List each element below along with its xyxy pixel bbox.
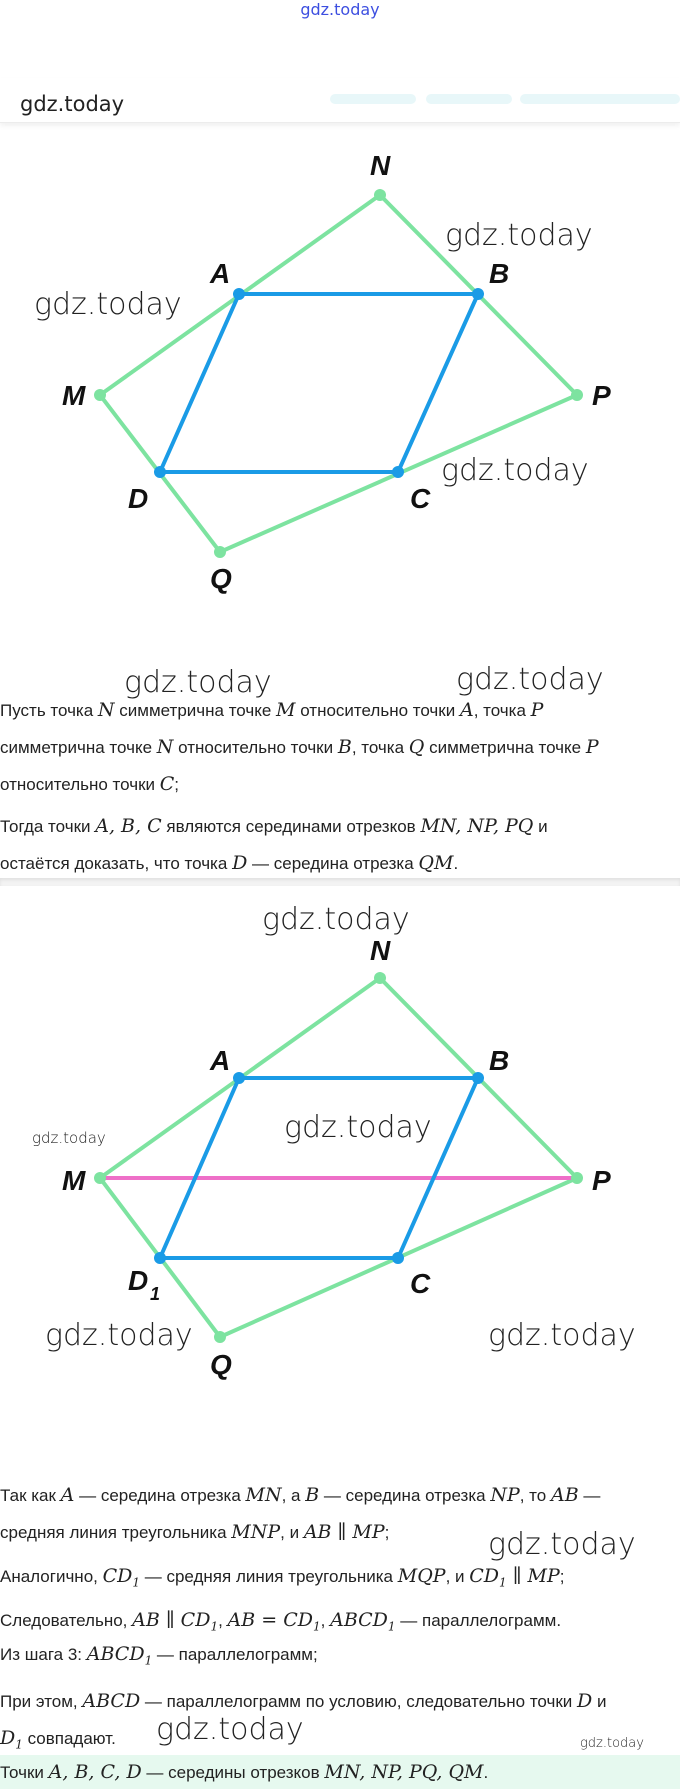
watermark: gdz.today xyxy=(45,1318,193,1353)
label-m: M xyxy=(62,1165,86,1196)
section-divider xyxy=(0,878,680,886)
point-a xyxy=(233,288,245,300)
label-q: Q xyxy=(210,1349,232,1380)
point-a xyxy=(233,1072,245,1084)
paragraph-5: Следовательно, AB ∥ $CD_1$, AB = $CD_1$, $ABCD_1$ — параллелограмм. xyxy=(0,1609,562,1634)
label-d: D xyxy=(128,1265,149,1296)
point-q xyxy=(214,546,226,558)
point-p xyxy=(571,389,583,401)
point-d1 xyxy=(154,1252,166,1264)
nav-placeholder-2[interactable] xyxy=(426,94,512,104)
parallelogram-abcd1 xyxy=(160,1078,478,1258)
figure-1-diagram xyxy=(0,130,680,610)
point-b xyxy=(472,288,484,300)
nav-placeholder-3[interactable] xyxy=(520,94,680,104)
paragraph-3: Так как A — середина отрезка MN, а B — середина отрезка NP, то AB — средняя линия треугольника MNP, и AB ∥ MP; xyxy=(0,1484,601,1543)
point-d xyxy=(154,466,166,478)
watermark: gdz.today xyxy=(32,1129,106,1147)
point-n xyxy=(374,189,386,201)
label-p: P xyxy=(592,1165,611,1196)
watermark: gdz.today xyxy=(34,287,182,322)
label-m: M xyxy=(62,380,86,411)
label-a: A xyxy=(210,1045,231,1076)
point-b xyxy=(472,1072,484,1084)
watermark: gdz.today xyxy=(156,1712,304,1747)
conclusion-text: Точки A, B, C, D — середины отрезков MN, NP, PQ, QM. xyxy=(0,1761,489,1783)
label-a: A xyxy=(210,258,231,289)
nav-placeholder-1[interactable] xyxy=(330,94,416,104)
label-b: B xyxy=(489,258,510,289)
point-p xyxy=(571,1172,583,1184)
site-link[interactable]: gdz.today xyxy=(300,0,380,19)
paragraph-6: Из шага 3: $ABCD_1$ — параллелограмм; xyxy=(0,1643,318,1668)
label-d-subscript: 1 xyxy=(150,1284,161,1304)
watermark: gdz.today xyxy=(456,662,604,697)
paragraph-7: При этом, ABCD — параллелограмм по условию, следовательно точки D и $D_1$ совпадают. xyxy=(0,1690,607,1752)
outer-quadrilateral-mnpq xyxy=(100,978,577,1337)
watermark: gdz.today xyxy=(488,1527,636,1562)
label-c: C xyxy=(410,1268,431,1299)
label-d: D xyxy=(128,483,149,514)
paragraph-2: Тогда точки A, B, C являются серединами отрезков MN, NP, PQ и остаётся доказать, что точка D — середина отрезка QM. xyxy=(0,815,548,874)
site-logo[interactable]: gdz.today xyxy=(20,92,125,116)
parallelogram-abcd xyxy=(160,294,478,472)
point-q xyxy=(214,1331,226,1343)
watermark: gdz.today xyxy=(284,1110,432,1145)
label-n: N xyxy=(370,935,391,966)
watermark: gdz.today xyxy=(445,218,593,253)
paragraph-1: Пусть точка N симметрична точке M относительно точки A, точка P симметрична точке N относительно точки B, точка Q симметрична точке P относительно точки C; xyxy=(0,699,599,795)
label-b: B xyxy=(489,1045,510,1076)
point-c xyxy=(392,466,404,478)
watermark: gdz.today xyxy=(262,902,410,937)
label-p: P xyxy=(592,380,611,411)
conclusion-highlight xyxy=(0,1755,680,1789)
point-m xyxy=(94,389,106,401)
label-q: Q xyxy=(210,563,232,594)
label-c: C xyxy=(410,483,431,514)
points xyxy=(94,972,583,1343)
watermark: gdz.today xyxy=(124,665,272,700)
site-header xyxy=(0,78,680,123)
point-c xyxy=(392,1252,404,1264)
paragraph-4: Аналогично, $CD_1$ — средняя линия треугольника MQP, и $CD_1$ ∥ MP; xyxy=(0,1565,565,1590)
point-m xyxy=(94,1172,106,1184)
watermark: gdz.today xyxy=(441,453,589,488)
watermark: gdz.today xyxy=(488,1318,636,1353)
label-n: N xyxy=(370,150,391,181)
watermark: gdz.today xyxy=(580,1736,644,1751)
point-n xyxy=(374,972,386,984)
